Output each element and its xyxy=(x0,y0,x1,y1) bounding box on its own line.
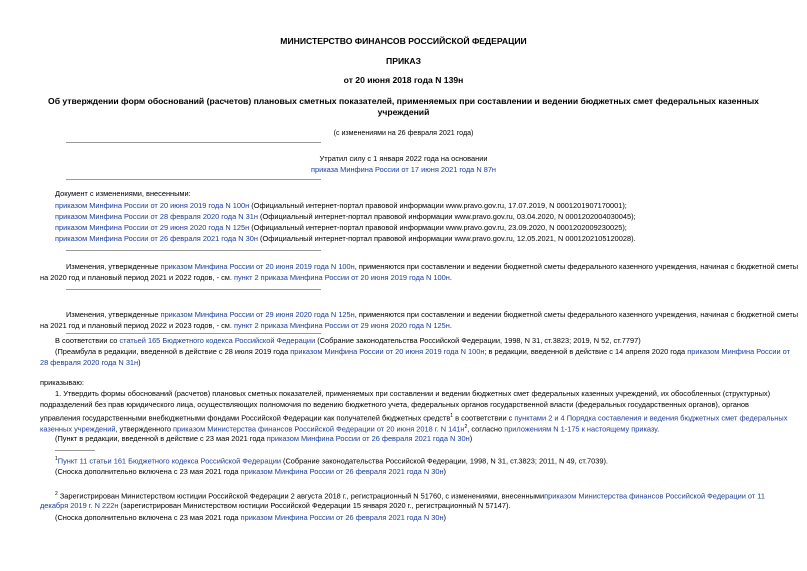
order-p1-line1: 1. Утвердить формы обоснований (расчетов) плановых сметных показателей, применяемых при составлении и ведении бюджетных смет федеральных казенных учреждений, их обособленных (структурных) xyxy=(55,389,771,398)
preamble-revision-link2-cont[interactable]: 28 февраля 2020 года N 31н xyxy=(40,358,139,367)
preamble-revision-link2[interactable]: приказом Минфина России от xyxy=(687,347,790,356)
footnote-divider xyxy=(55,450,95,451)
changes-item-link[interactable]: приказом Минфина России от 28 февраля 2020 года N 31н xyxy=(55,212,258,221)
amended-note: (с изменениями на 26 февраля 2021 года) xyxy=(333,129,474,137)
note1-link[interactable]: приказом Минфина России от 20 июня 2019 года N 100н xyxy=(160,262,355,271)
change-note-2: Изменения, утвержденные приказом Минфина России от 29 июня 2020 года N 125н, применяются при составлении и ведении бюджетной сметы федерального казенного учреждения, начиная с бюджетной сметы xyxy=(66,310,799,319)
order-procedure-link[interactable]: пунктами 2 и 4 Порядка составления и ведения бюджетных смет федеральных xyxy=(514,413,788,423)
document-title-line2: учреждений xyxy=(377,107,430,117)
change-note-1-line2: на 2020 год и плановый период 2021 и 2022 годов, - см. пункт 2 приказа Минфина России от 20 июня 2019 года N 100н. xyxy=(40,273,452,282)
preamble-revision-line2: 28 февраля 2020 года N 31н) xyxy=(40,358,141,367)
preamble-revision: (Преамбула в редакции, введенной в действие с 28 июля 2019 года приказом Минфина России от 20 июня 2019 года N 100н; в редакции, введенной в действие с 14 апреля 2020 года приказом Минфина России от xyxy=(55,347,790,356)
document-title-line1: Об утверждении форм обоснований (расчетов) плановых сметных показателей, применяемых при составлении и ведении бюджетных смет федеральных казенных xyxy=(48,96,759,106)
note1-point-link[interactable]: пункт 2 приказа Минфина России от 20 июня 2019 года N 100н xyxy=(233,273,450,282)
order-141n-link[interactable]: приказом Министерства финансов Российской Федерации от 20 июня 2018 г. N 141н xyxy=(173,424,465,434)
changes-item-link[interactable]: приказом Минфина России от 29 июня 2020 года N 125н xyxy=(55,223,250,232)
order-procedure-link-cont[interactable]: казенных учреждений xyxy=(40,424,116,434)
footnote-2-revision-link[interactable]: приказом Минфина России от 26 февраля 2021 года N 30н xyxy=(240,513,444,522)
footnote-ref-1[interactable]: 1 xyxy=(450,413,454,419)
divider xyxy=(66,250,321,251)
preamble-revision-link1[interactable]: приказом Минфина России от 20 июня 2019 года N 100н xyxy=(290,347,485,356)
ministry-heading: МИНИСТЕРСТВО ФИНАНСОВ РОССИЙСКОЙ ФЕДЕРАЦИИ xyxy=(280,36,527,46)
footnote-1-revision-link[interactable]: приказом Минфина России от 26 февраля 2021 года N 30н xyxy=(240,467,444,476)
changes-item-link[interactable]: приказом Минфина России от 26 февраля 2021 года N 30н xyxy=(55,234,258,243)
footnote-ref-2[interactable]: 2 xyxy=(464,424,468,430)
budget-code-link[interactable]: статьей 165 Бюджетного кодекса Российской Федерации xyxy=(119,336,316,345)
void-notice-text: Утратил силу с 1 января 2022 года на основании xyxy=(319,154,488,163)
order-p1-line3: управления государственными внебюджетными фондами Российской Федерации как получателей бюджетных средств$^1$ в соответствии с пунктами 2 и 4 Порядка составления и ведения бюджетных смет федеральных xyxy=(40,413,788,423)
footnote-2-revision: (Сноска дополнительно включена с 23 мая 2021 года приказом Минфина России от 26 февраля 2021 года N 30н) xyxy=(55,513,447,522)
order-p1-revision-link[interactable]: приказом Минфина России от 26 февраля 2021 года N 30н xyxy=(266,434,470,443)
change-note-2-line2: на 2021 год и плановый период 2022 и 2023 годов, - см. пункт 2 приказа Минфина России от 29 июня 2020 года N 125н. xyxy=(40,321,452,330)
preamble: В соответствии со статьей 165 Бюджетного кодекса Российской Федерации (Собрание законодательства Российской Федерации, 1998, N 31, ст.3823; 2019, N 52, ст.7797) xyxy=(55,336,641,345)
note2-link[interactable]: приказом Минфина России от 29 июня 2020 года N 125н xyxy=(160,310,355,319)
footnote-2-link[interactable]: приказом Министерства финансов Российской Федерации от 11 xyxy=(544,491,765,501)
order-p1-line4: казенных учреждений, утвержденного приказом Министерства финансов Российской Федерации от 20 июня 2018 г. N $141н^2$, согласно приложениям N 1-175 к настоящему приказу. xyxy=(40,424,660,434)
void-notice-link[interactable]: приказа Минфина России от 17 июня 2021 года N 87н xyxy=(310,165,497,174)
appendices-link[interactable]: приложениям N 1-175 к настоящему приказу xyxy=(504,424,658,434)
order-intro: приказываю: xyxy=(40,378,84,387)
changes-item: приказом Минфина России от 29 июня 2020 года N 125н (Официальный интернет-портал правовой информации www.pravo.gov.ru, 23.09.2020, N 0001202009230025); xyxy=(55,223,627,232)
footnote-1-revision: (Сноска дополнительно включена с 23 мая 2021 года приказом Минфина России от 26 февраля 2021 года N 30н) xyxy=(55,467,447,476)
changes-item: приказом Минфина России от 26 февраля 2021 года N 30н (Официальный интернет-портал правовой информации www.pravo.gov.ru, 12.05.2021, N 0001202105120028). xyxy=(55,234,636,243)
date-number-heading: от 20 июня 2018 года N 139н xyxy=(343,75,464,85)
divider xyxy=(66,333,321,334)
divider xyxy=(66,179,321,180)
changes-item-link[interactable]: приказом Минфина России от 20 июня 2019 года N 100н xyxy=(55,201,250,210)
divider xyxy=(66,142,321,143)
changes-item: приказом Минфина России от 28 февраля 2020 года N 31н (Официальный интернет-портал правовой информации www.pravo.gov.ru, 03.04.2020, N 0001202004030045); xyxy=(55,212,636,221)
doc-type-heading: ПРИКАЗ xyxy=(386,56,421,66)
changes-heading: Документ с изменениями, внесенными: xyxy=(55,189,191,198)
change-note-1: Изменения, утвержденные приказом Минфина России от 20 июня 2019 года N 100н, применяются при составлении и ведении бюджетной сметы федерального казенного учреждения, начиная с бюджетной сметы xyxy=(66,262,799,271)
footnote-2-link-cont[interactable]: декабря 2019 г. N 222н xyxy=(40,501,119,510)
divider xyxy=(66,289,321,290)
footnote-1-link[interactable]: Пункт 11 статьи 161 Бюджетного кодекса Российской Федерации xyxy=(57,456,281,466)
note2-point-link[interactable]: пункт 2 приказа Минфина России от 29 июня 2020 года N 125н xyxy=(233,321,450,330)
footnote-1: $^1$Пункт 11 статьи 161 Бюджетного кодекса Российской Федерации (Собрание законодательства Российской Федерации, 1998, N 31, ст.3823; 2011, N 49, ст.7039). xyxy=(55,456,608,466)
order-p1-line2: подразделений без прав юридического лица, осуществляющих полномочия по ведению бюджетного учета, федеральных органов государственной власти (федеральных государственных органов), органов xyxy=(40,400,749,409)
footnote-2-line2: декабря 2019 г. N 222н (зарегистрирован Министерством юстиции Российской Федерации 15 января 2020 г., регистрационный N 57147). xyxy=(40,501,511,510)
changes-item: приказом Минфина России от 20 июня 2019 года N 100н (Официальный интернет-портал правовой информации www.pravo.gov.ru, 17.07.2019, N 0001201907170001); xyxy=(55,201,627,210)
order-p1-revision: (Пункт в редакции, введенной в действие с 23 мая 2021 года приказом Минфина России от 26 февраля 2021 года N 30н) xyxy=(55,434,473,443)
footnote-2: $^2$ Зарегистрирован Министерством юстиции Российской Федерации 2 августа 2018 г., регистрационный N 51760, с изменениями, внесеннымиприказом Министерства финансов Российской Федерации от 11 xyxy=(55,491,765,501)
